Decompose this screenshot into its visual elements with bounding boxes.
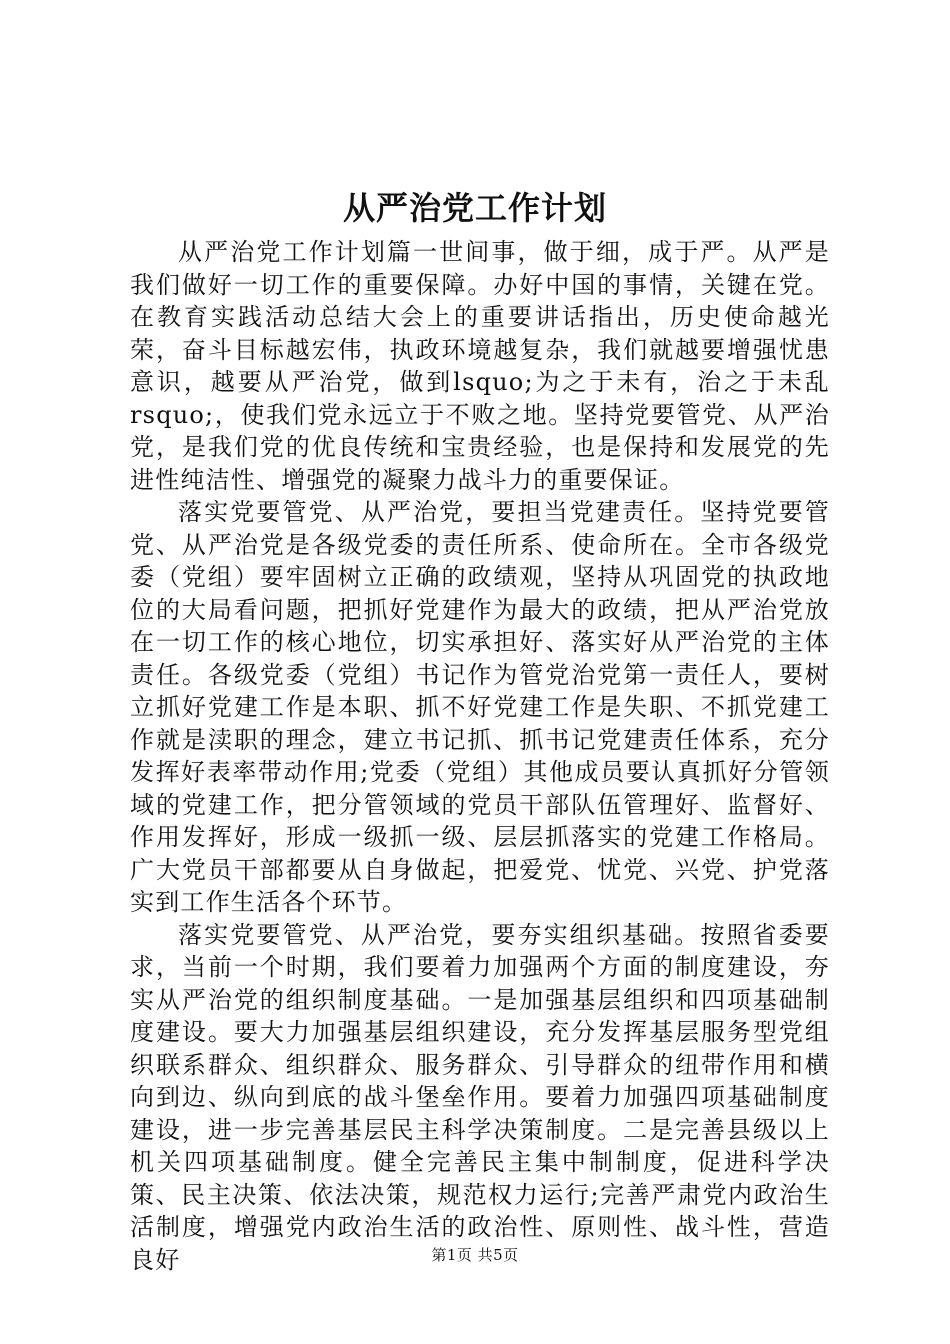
document-body (130, 236, 830, 1276)
page-number-footer: 第1页 共5页 (431, 1246, 519, 1264)
document-title: 从严治党工作计划 (342, 189, 607, 227)
paragraph-3: 落实党要管党、从严治党，要夯实组织基础。按照省委要求，当前一个时期，我们要着力加强两个方面的制度建设，夯实从严治党的组织制度基础。一是加强基层组织和四项基础制度建设。要大力加强基层组织建设，充分发挥基层服务型党组织联系群众、组织群众、服务群众、引导群众的纽带作用和横向到边、纵向到底的战斗堡垒作用。要着力加强四项基础制度建设，进一步完善基层民主科学决策制度。二是完善县级以上机关四项基础制度。健全完善民主集中制制度，促进科学决策、民主决策、依法决策，规范权力运行;完善严肃党内政治生活制度，增强党内政治生活的政治性、原则性、战斗性，营造良好 (130, 920, 830, 1274)
paragraph-1: 从严治党工作计划篇一世间事，做于细，成于严。从严是我们做好一切工作的重要保障。办好中国的事情，关键在党。在教育实践活动总结大会上的重要讲话指出，历史使命越光荣，奋斗目标越宏伟，执政环境越复杂，我们就越要增强忧患意识，越要从严治党，做到lsquo;为之于未有，治之于未乱rsquo;，使我们党永远立于不败之地。坚持党要管党、从严治党，是我们党的优良传统和宝贵经验，也是保持和发展党的先进性纯洁性、增强党的凝聚力战斗力的重要保证。 (130, 238, 830, 494)
paragraph-2: 落实党要管党、从严治党，要担当党建责任。坚持党要管党、从严治党是各级党委的责任所系、使命所在。全市各级党委（党组）要牢固树立正确的政绩观，坚持从巩固党的执政地位的大局看问题，把抓好党建作为最大的政绩，把从严治党放在一切工作的核心地位，切实承担好、落实好从严治党的主体责任。各级党委（党组）书记作为管党治党第一责任人，要树立抓好党建工作是本职、抓不好党建工作是失职、不抓党建工作就是渎职的理念，建立书记抓、抓书记党建责任体系，充分发挥好表率带动作用;党委（党组）其他成员要认真抓好分管领域的党建工作，把分管领域的党员干部队伍管理好、监督好、作用发挥好，形成一级抓一级、层层抓落实的党建工作格局。广大党员干部都要从自身做起，把爱党、忧党、兴党、护党落实到工作生活各个环节。 (130, 498, 830, 916)
